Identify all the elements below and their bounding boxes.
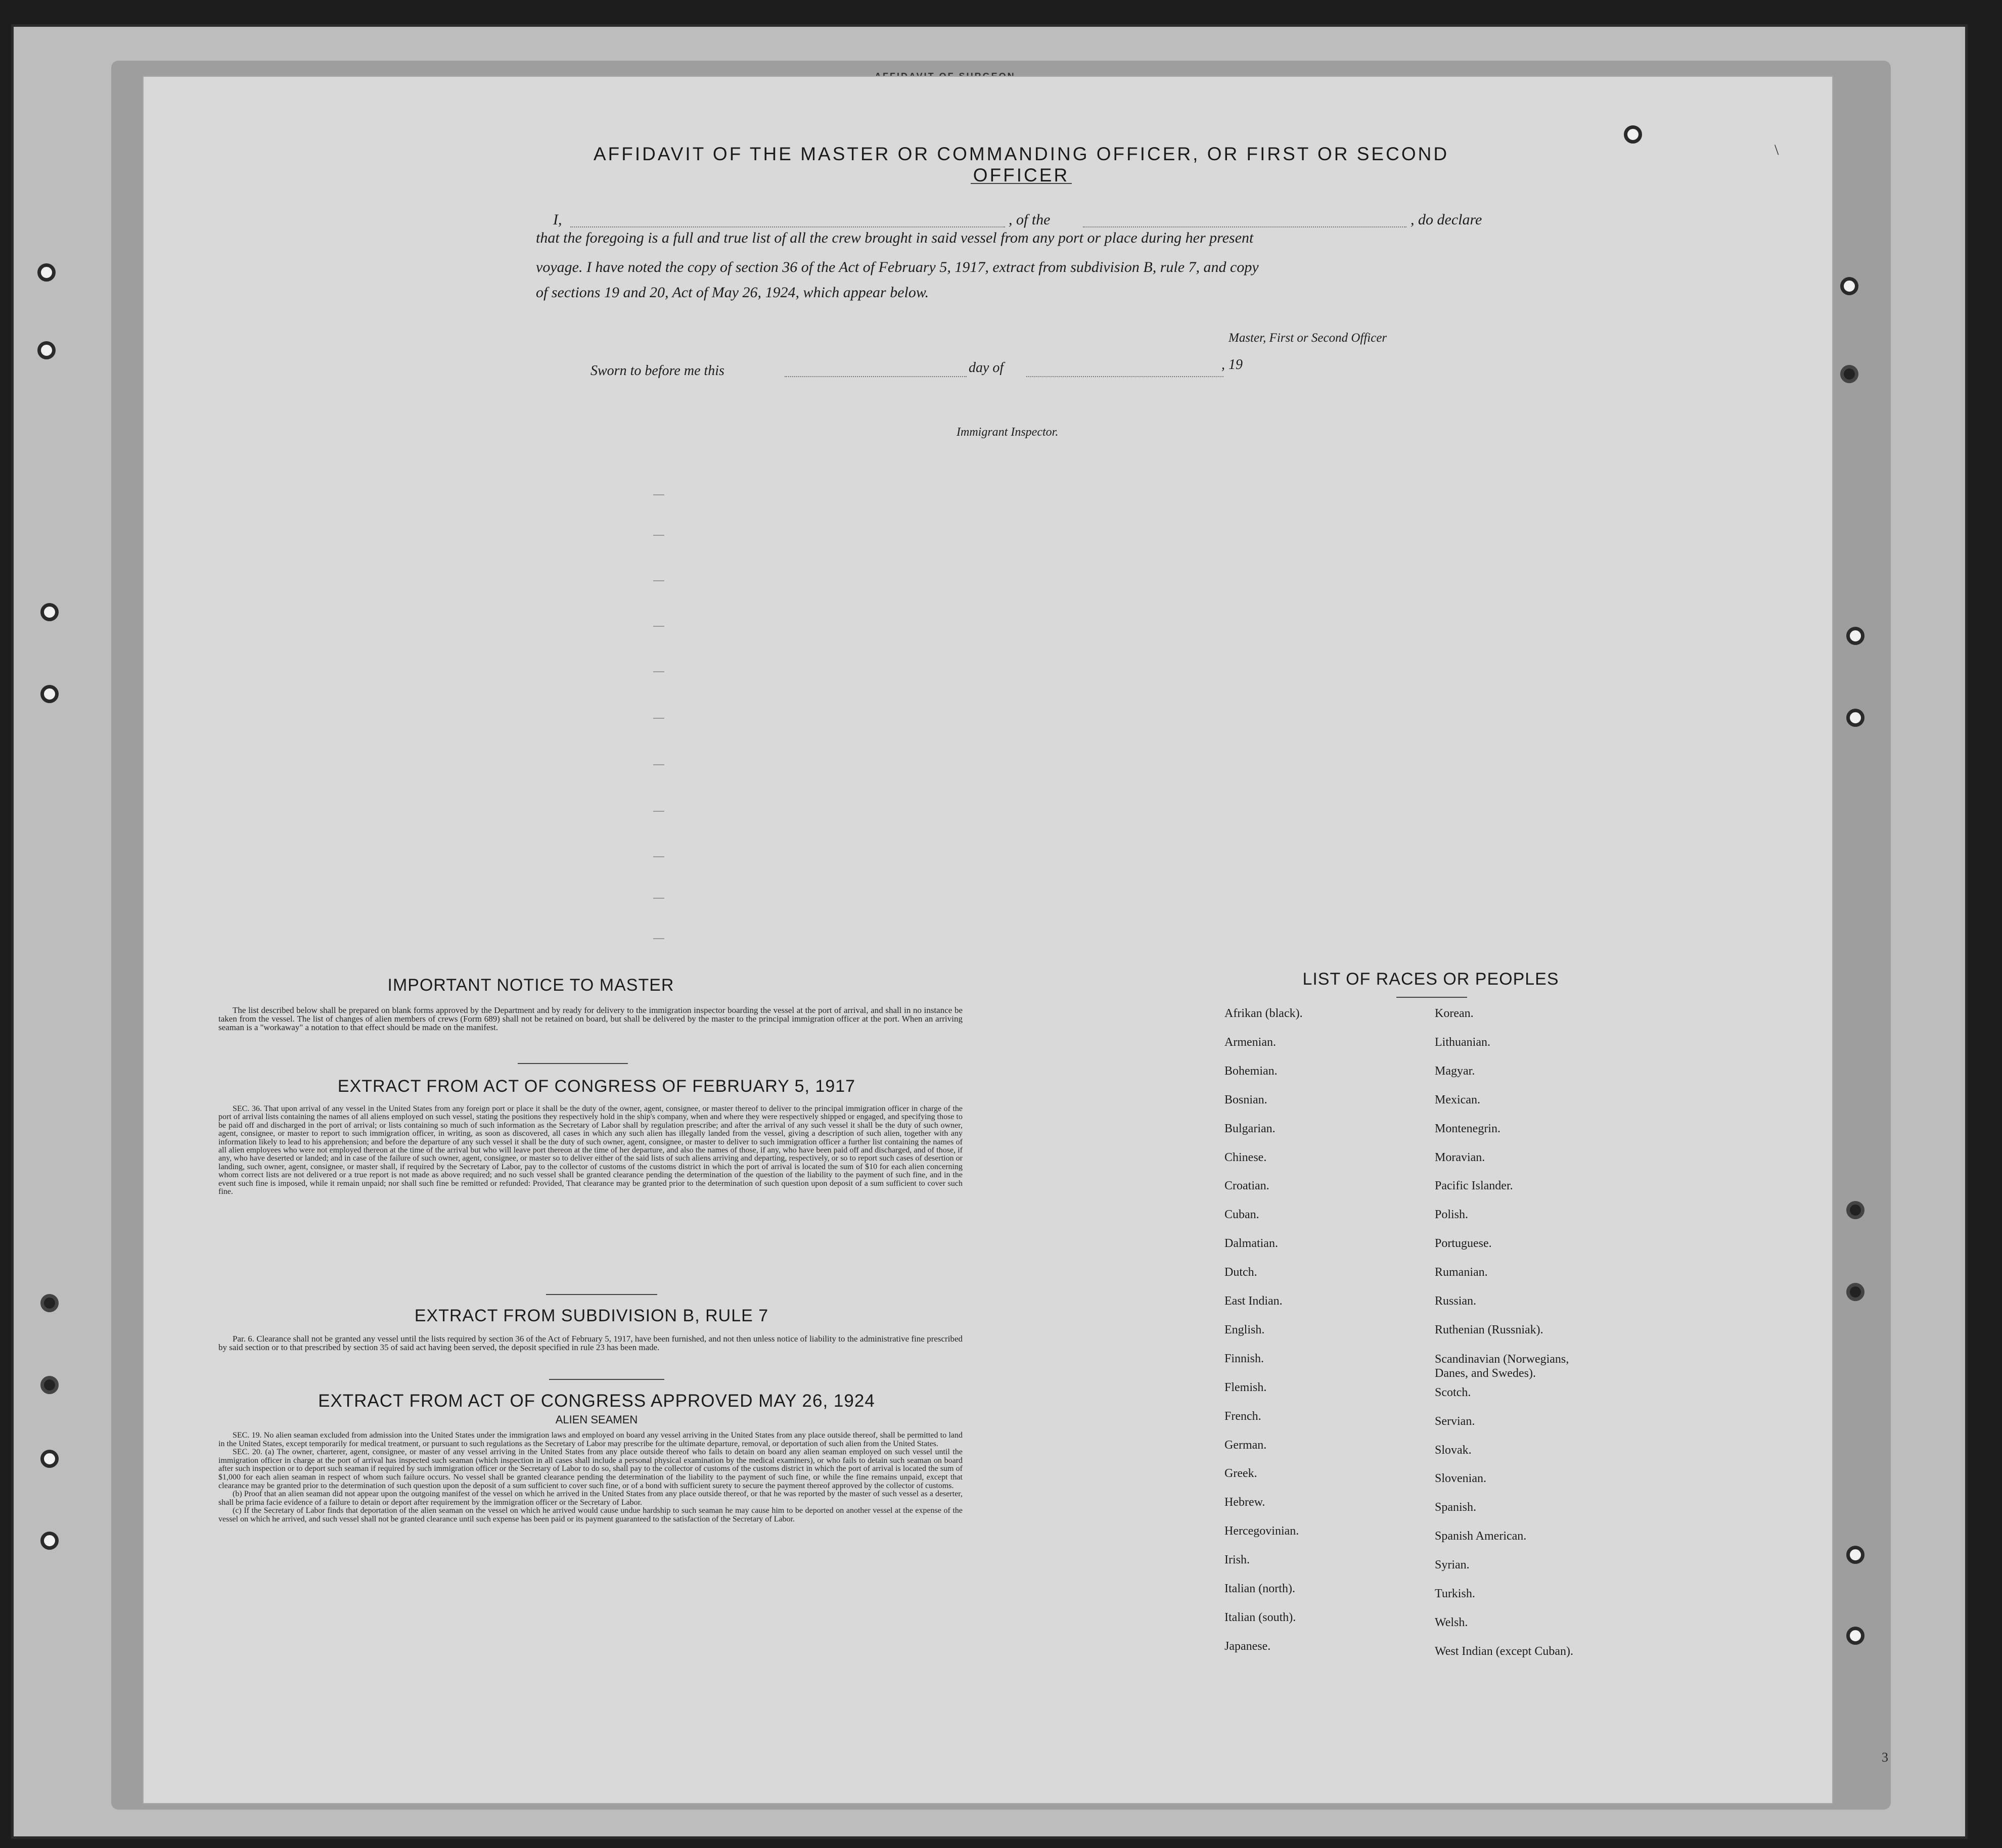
page-hole-right-5 bbox=[1846, 1546, 1864, 1564]
race-item: Rumanian. bbox=[1435, 1266, 1488, 1279]
race-item: Ruthenian (Russniak). bbox=[1435, 1323, 1543, 1336]
sworn-day-line bbox=[785, 376, 967, 377]
vessel-field-line bbox=[1083, 226, 1406, 227]
affidavit-title: AFFIDAVIT OF THE MASTER OR COMMANDING OFFICER, OR FIRST OR SECOND OFFICER bbox=[593, 144, 1449, 186]
declare-line-3: voyage. I have noted the copy of section 36 of the Act of February 5, 1917, extract from subdivision B, rule 7, and copy bbox=[536, 259, 1259, 275]
race-item: Polish. bbox=[1435, 1208, 1469, 1222]
notice-text bbox=[218, 1006, 963, 1032]
extract-1924-heading: EXTRACT FROM ACT OF CONGRESS APPROVED MAY 26, 1924 bbox=[318, 1391, 875, 1411]
day-of-label: day of bbox=[969, 360, 1004, 376]
races-rule bbox=[1396, 997, 1467, 998]
ghost-dash bbox=[653, 671, 664, 672]
notice-heading: IMPORTANT NOTICE TO MASTER bbox=[387, 976, 674, 995]
declare-line-4: of sections 19 and 20, Act of May 26, 1924, which appear below. bbox=[536, 284, 929, 301]
notice-rule bbox=[518, 1063, 628, 1064]
race-item: Scandinavian (Norwegians, Danes, and Swedes). bbox=[1435, 1352, 1569, 1380]
race-item: Bohemian. bbox=[1224, 1064, 1278, 1078]
page-hole-right-4 bbox=[1846, 1283, 1864, 1301]
ghost-dash bbox=[653, 580, 664, 581]
binder-hole-left-3 bbox=[40, 603, 59, 621]
binder-hole-left-4 bbox=[40, 685, 59, 703]
margin-mark-top: \ bbox=[1774, 142, 1779, 158]
extract-1917-rule bbox=[546, 1294, 657, 1295]
race-item: Slovak. bbox=[1435, 1443, 1472, 1457]
race-item: Greek. bbox=[1224, 1467, 1257, 1481]
sec-20c-paragraph: (c) If the Secretary of Labor finds that deportation of the alien seaman on the vessel on which he arrived would cause undue hardship to such seaman he may cause him to be deported on another vessel at the expense of the vessel on which he arrived, and such vessel shall not be granted clearance until such expense has been paid or its payment guaranteed to the satisfaction of the Secretary of Labor. bbox=[218, 1506, 963, 1523]
race-item: French. bbox=[1224, 1409, 1261, 1423]
race-item: Afrikan (black). bbox=[1224, 1007, 1303, 1020]
extract-rule7-heading: EXTRACT FROM SUBDIVISION B, RULE 7 bbox=[414, 1306, 769, 1325]
binder-hole-left-1 bbox=[37, 263, 56, 282]
binder-hole-left-8 bbox=[40, 1376, 59, 1394]
extract-rule7-paragraph: Par. 6. Clearance shall not be granted any vessel until the lists required by section 36 of the Act of February 5, 1917, have been furnished, and not then unless notice of liability to the administrative fine prescribed by said section or to that prescribed by section 35 of said act having been served, the deposit specified in rule 23 has been made. bbox=[218, 1334, 963, 1352]
race-item: Italian (south). bbox=[1224, 1610, 1296, 1624]
extract-1917-heading: EXTRACT FROM ACT OF CONGRESS OF FEBRUARY 5, 1917 bbox=[337, 1077, 856, 1096]
race-item: Syrian. bbox=[1435, 1558, 1470, 1572]
page-hole-right-2 bbox=[1846, 709, 1864, 727]
race-item: Lithuanian. bbox=[1435, 1035, 1490, 1049]
ghost-dash bbox=[653, 938, 664, 939]
ghost-dash bbox=[653, 764, 664, 765]
name-field-line bbox=[570, 226, 1005, 227]
race-item: Russian. bbox=[1435, 1295, 1477, 1308]
race-item: Dutch. bbox=[1224, 1266, 1257, 1279]
ghost-dash bbox=[653, 626, 664, 627]
signature-label: Master, First or Second Officer bbox=[1228, 331, 1387, 345]
notice-paragraph: The list described below shall be prepared on blank forms approved by the Department and by ready for delivery to the immigration inspector boarding the vessel at the port of arrival, and shall in no instance be taken from the vessel. The list of changes of alien members of crews (Form 689) shall not be retained on board, but shall be delivered by the master to the principal immigration officer at the port. When an arriving seaman is a "workaway" a notation to that effect should be made on the manifest. bbox=[218, 1005, 963, 1032]
race-item: Montenegrin. bbox=[1435, 1122, 1500, 1135]
extract-1917-text bbox=[218, 1105, 963, 1196]
binder-hole-left-7 bbox=[40, 1294, 59, 1312]
page-hole-right-3 bbox=[1846, 1201, 1864, 1219]
race-item: Bulgarian. bbox=[1224, 1122, 1276, 1135]
sworn-label: Sworn to before me this bbox=[590, 363, 724, 379]
race-item: Scotch. bbox=[1435, 1385, 1471, 1399]
race-item: Croatian. bbox=[1224, 1179, 1269, 1193]
sec-20b-paragraph: (b) Proof that an alien seaman did not appear upon the outgoing manifest of the vessel on which he arrived in the United States from any place outside thereof, or that he was reported by the master of such vessel as a deserter, shall be prima facie evidence of a failure to detain or deport after requirement by the immigration officer or the Secretary of Labor. bbox=[218, 1490, 963, 1507]
year-label: , 19 bbox=[1221, 357, 1243, 373]
page-hole-right-1 bbox=[1846, 627, 1864, 645]
race-item: Hercegovinian. bbox=[1224, 1524, 1299, 1538]
alien-seamen-subheading: ALIEN SEAMEN bbox=[555, 1413, 638, 1426]
races-heading: LIST OF RACES OR PEOPLES bbox=[1302, 969, 1559, 989]
race-item: West Indian (except Cuban). bbox=[1435, 1644, 1573, 1658]
race-item: Italian (north). bbox=[1224, 1582, 1295, 1595]
race-item: Hebrew. bbox=[1224, 1496, 1265, 1509]
race-item: Spanish American. bbox=[1435, 1530, 1527, 1543]
race-item: Magyar. bbox=[1435, 1064, 1475, 1078]
title-rule bbox=[971, 183, 1072, 184]
extract-1917-paragraph: SEC. 36. That upon arrival of any vessel in the United States from any foreign port or place it shall be the duty of the owner, agent, consignee, or master thereof to deliver to the principal immigration officer in charge of the port of arrival lists containing the names of all aliens employed on such vessel, stating the positions they respectively hold in the ship's company, when and where they were respectively shipped or engaged, and specifying those to be paid off and discharged in the port of arrival; or lists containing so much of such information as the Secretary of Labor shall by regulation prescribe; and after the arrival of any such vessel it shall be the duty of such owner, agent, consignee, or master to report to such immigration officer, in writing, as soon as discovered, all cases in which any such alien has illegally landed from the vessel, giving a description of such alien, together with any information likely to lead to his apprehension; and before the departure of any such vessel it shall be the duty of such owner, agent, consignee, or master to deliver to such immigration officer a further list containing the names of all alien employees who were not employed thereon at the time of the arrival but who will leave port thereon at the time of her departure, and also the names of those, if any, who have been paid off and discharged, and of those, if any, who have deserted or landed; and in case of the failure of such owner, agent, consignee, or master so to deliver either of the said lists of such aliens arriving and departing, respectively, or so to report such cases of desertion or landing, such owner, agent, consignee, or master shall, if required by the Secretary of Labor, pay to the collector of customs of the customs district in which the port of arrival is located the sum of $10 for each alien concerning whom correct lists are not delivered or a true report is not made as above required; and no such vessel shall be granted clearance pending the determination of the question of the liability to the payment of such fine, and in the event such fine is imposed, while it remain unpaid; nor shall such fine be remitted or refunded: Provided, That clearance may be granted prior to the determination of such question upon deposit of a sum sufficient to cover such fine. bbox=[218, 1104, 963, 1196]
declare-line-2: that the foregoing is a full and true list of all the crew brought in said vessel from any port or place during her present bbox=[536, 229, 1254, 246]
declare-line-1-start: I, bbox=[553, 211, 562, 228]
page-hole-right-9 bbox=[1840, 365, 1858, 383]
race-item: Cuban. bbox=[1224, 1208, 1259, 1222]
race-item: East Indian. bbox=[1224, 1295, 1283, 1308]
ghost-dash bbox=[653, 856, 664, 857]
extract-rule7-text bbox=[218, 1334, 963, 1352]
race-item: Portuguese. bbox=[1435, 1237, 1492, 1251]
race-item: Finnish. bbox=[1224, 1352, 1264, 1365]
race-item: Korean. bbox=[1435, 1007, 1474, 1020]
page-hole-right-8 bbox=[1840, 277, 1858, 295]
crew-list-page bbox=[143, 76, 1833, 1804]
extract-rule7-rule bbox=[549, 1379, 664, 1380]
sec-20a-paragraph: SEC. 20. (a) The owner, charterer, agent, consignee, or master of any vessel arriving in the United States from any place outside thereof who fails to detain on board any alien seaman employed on such vessel until the immigration officer in charge at the port of arrival has inspected such seaman (which inspection in all cases shall include a personal physical examination by the medical examiners), or who fails to detain such seaman on board after such inspection or to deport such seaman if required by such immigration officer or the Secretary of Labor to do so, shall pay to the collector of customs of the customs district in which the port of arrival is located the sum of $1,000 for each alien seaman in respect of whom such failure occurs. No vessel shall be granted clearance pending the determination of the liability to the payment of such fine, or while the fine remains unpaid, except that clearance may be granted prior to the determination of such question upon the deposit of a sum sufficient to cover such fine, or of a bond with sufficient surety to secure the payment thereof approved by the collector of customs. bbox=[218, 1448, 963, 1490]
race-item: Mexican. bbox=[1435, 1093, 1480, 1106]
race-item: Armenian. bbox=[1224, 1035, 1276, 1049]
margin-mark-bottom: 3 bbox=[1882, 1750, 1888, 1765]
ghost-dash bbox=[653, 811, 664, 812]
race-item: Dalmatian. bbox=[1224, 1237, 1278, 1251]
race-item: Irish. bbox=[1224, 1553, 1250, 1567]
ghost-dash bbox=[653, 898, 664, 899]
race-item: Pacific Islander. bbox=[1435, 1179, 1513, 1193]
race-item: English. bbox=[1224, 1323, 1265, 1336]
race-item: Spanish. bbox=[1435, 1501, 1477, 1514]
race-item: Welsh. bbox=[1435, 1615, 1468, 1629]
ghost-dash bbox=[653, 718, 664, 719]
race-item: Slovenian. bbox=[1435, 1472, 1486, 1486]
race-item: Chinese. bbox=[1224, 1150, 1267, 1164]
sec-19-paragraph: SEC. 19. No alien seaman excluded from admission into the United States under the immigration laws and employed on board any vessel arriving in the United States from any place outside thereof, shall be permitted to land in the United States, except temporarily for medical treatment, or pursuant to such regulations as the Secretary of Labor may prescribe for the ultimate departure, removal, or deportation of such alien from the United States. bbox=[218, 1431, 963, 1448]
binder-hole-left-6 bbox=[40, 1532, 59, 1550]
ghost-dash bbox=[653, 494, 664, 495]
page-hole-right-7 bbox=[1624, 125, 1642, 144]
race-item: Bosnian. bbox=[1224, 1093, 1267, 1106]
race-item: Flemish. bbox=[1224, 1380, 1267, 1394]
declare-line-1-end: , do declare bbox=[1410, 211, 1482, 228]
binder-hole-left-2 bbox=[37, 341, 56, 359]
declare-line-1-mid: , of the bbox=[1009, 211, 1051, 228]
binder-hole-left-5 bbox=[40, 1450, 59, 1468]
race-item: Japanese. bbox=[1224, 1639, 1271, 1653]
extract-1924-text bbox=[218, 1431, 963, 1524]
race-item: Turkish. bbox=[1435, 1587, 1475, 1600]
race-item: German. bbox=[1224, 1438, 1267, 1452]
race-item: Moravian. bbox=[1435, 1150, 1485, 1164]
race-item: Servian. bbox=[1435, 1414, 1475, 1428]
inspector-label: Immigrant Inspector. bbox=[957, 426, 1059, 439]
page-hole-right-6 bbox=[1846, 1627, 1864, 1645]
ghost-dash bbox=[653, 535, 664, 536]
sworn-month-line bbox=[1026, 376, 1223, 377]
